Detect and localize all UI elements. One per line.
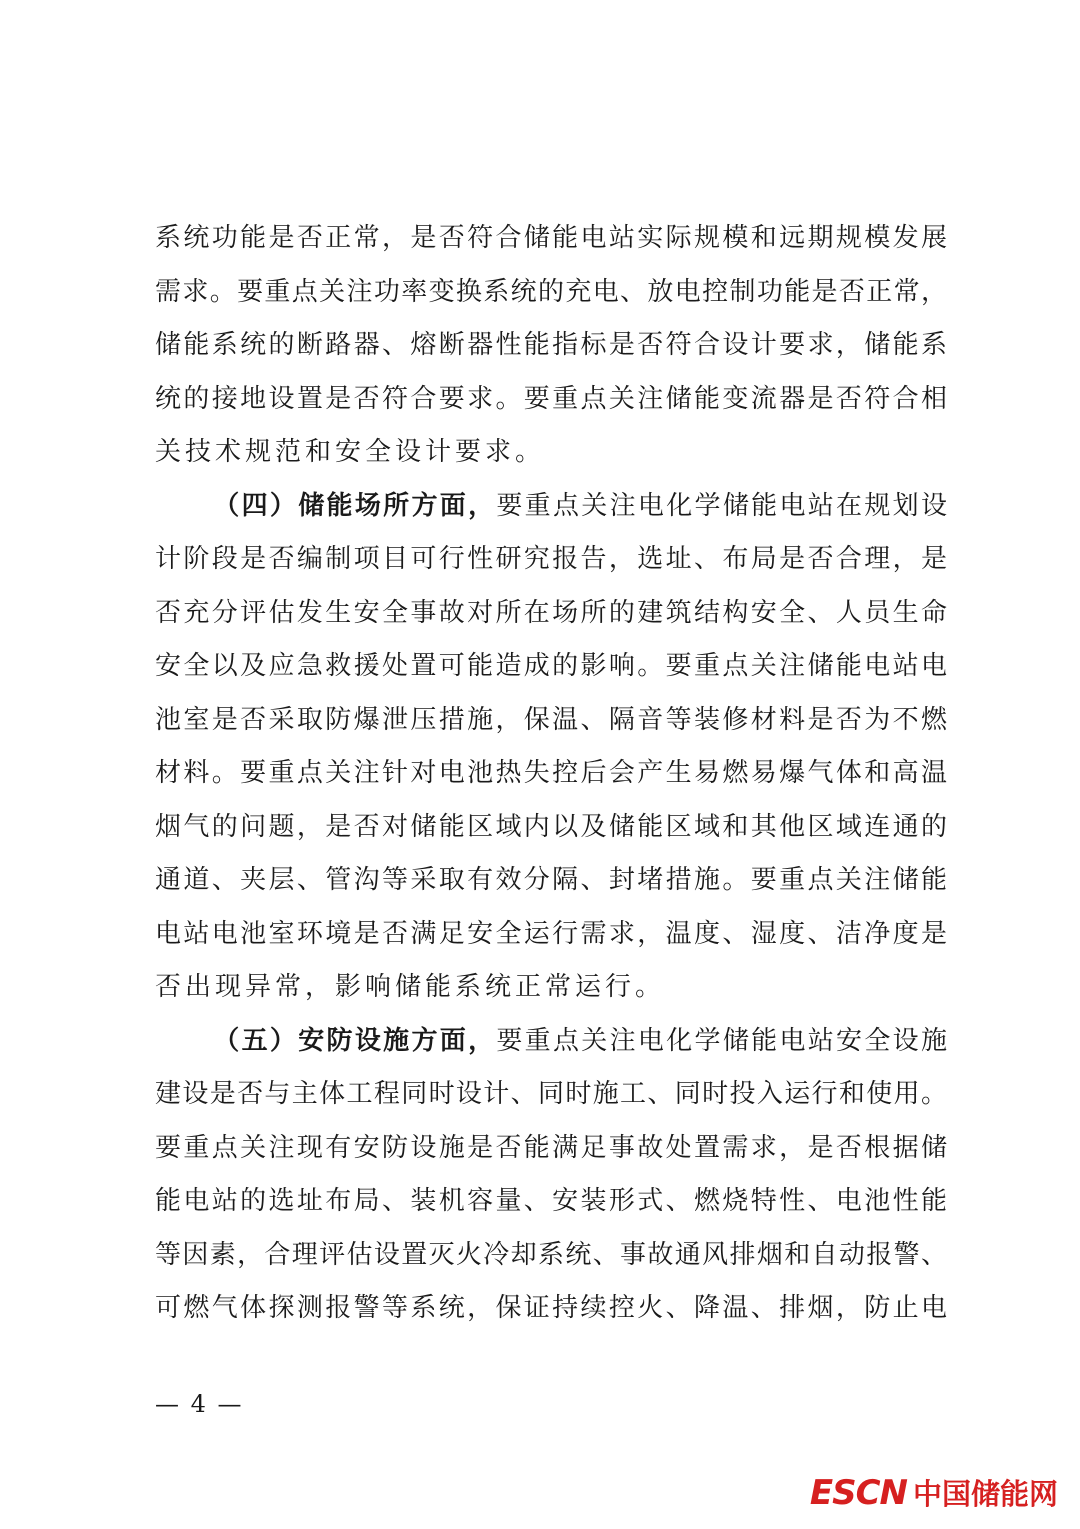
watermark-brand: ESCN [809,1473,907,1513]
section-4-first-line [155,480,947,534]
escn-watermark-logo [810,1472,1058,1513]
section-5-first-line [155,1015,947,1069]
text-line: 计阶段是否编制项目可行性研究报告，选址、布局是否合理，是 [155,544,947,574]
text-line: 烟气的问题，是否对储能区域内以及储能区域和其他区域连通的 [155,811,947,842]
text-line: 池室是否采取防爆泄压措施，保温、隔音等装修材料是否为不燃 [155,704,947,735]
page-number: — 4 — [155,1390,244,1418]
text-line: 需求。要重点关注功率变换系统的充电、放电控制功能是否正常， [155,276,947,307]
section-5-first-line-text: 要重点关注电化学储能电站安全设施 [496,1025,947,1056]
text-line: 统的接地设置是否符合要求。要重点关注储能变流器是否符合相 [155,383,947,414]
text-line: 否充分评估发生安全事故对所在场所的建筑结构安全、人员生命 [155,597,947,628]
section-4-first-line-text: 要重点关注电化学储能电站在规划设 [496,490,947,521]
text-line: 通道、夹层、管沟等采取有效分隔、封堵措施。要重点关注储能 [155,865,947,895]
text-line: 储能系统的断路器、熔断器性能指标是否符合设计要求，储能系 [155,330,947,360]
text-line: 否出现异常，影响储能系统正常运行。 [155,972,666,1002]
text-line: 安全以及应急救援处置可能造成的影响。要重点关注储能电站电 [155,651,947,681]
section-4-heading: （四）储能场所方面， [211,490,497,521]
text-line: 系统功能是否正常，是否符合储能电站实际规模和远期规模发展 [155,223,947,253]
text-line: 建设是否与主体工程同时设计、同时施工、同时投入运行和使用。 [155,1079,947,1109]
text-line: 等因素，合理评估设置灭火冷却系统、事故通风排烟和自动报警、 [155,1239,947,1270]
text-line: 关技术规范和安全设计要求。 [155,437,546,467]
text-line: 材料。要重点关注针对电池热失控后会产生易燃易爆气体和高温 [155,758,947,788]
watermark-site-name: 中国储能网 [912,1477,1058,1511]
text-line: 要重点关注现有安防设施是否能满足事故处置需求，是否根据储 [155,1132,947,1163]
text-line: 能电站的选址布局、装机容量、安装形式、燃烧特性、电池性能 [155,1186,947,1216]
text-line: 可燃气体探测报警等系统，保证持续控火、降温、排烟，防止电 [155,1293,947,1323]
text-line: 电站电池室环境是否满足安全运行需求，温度、湿度、洁净度是 [155,918,947,949]
section-5-heading: （五）安防设施方面， [211,1025,497,1056]
document-body [155,212,947,1336]
